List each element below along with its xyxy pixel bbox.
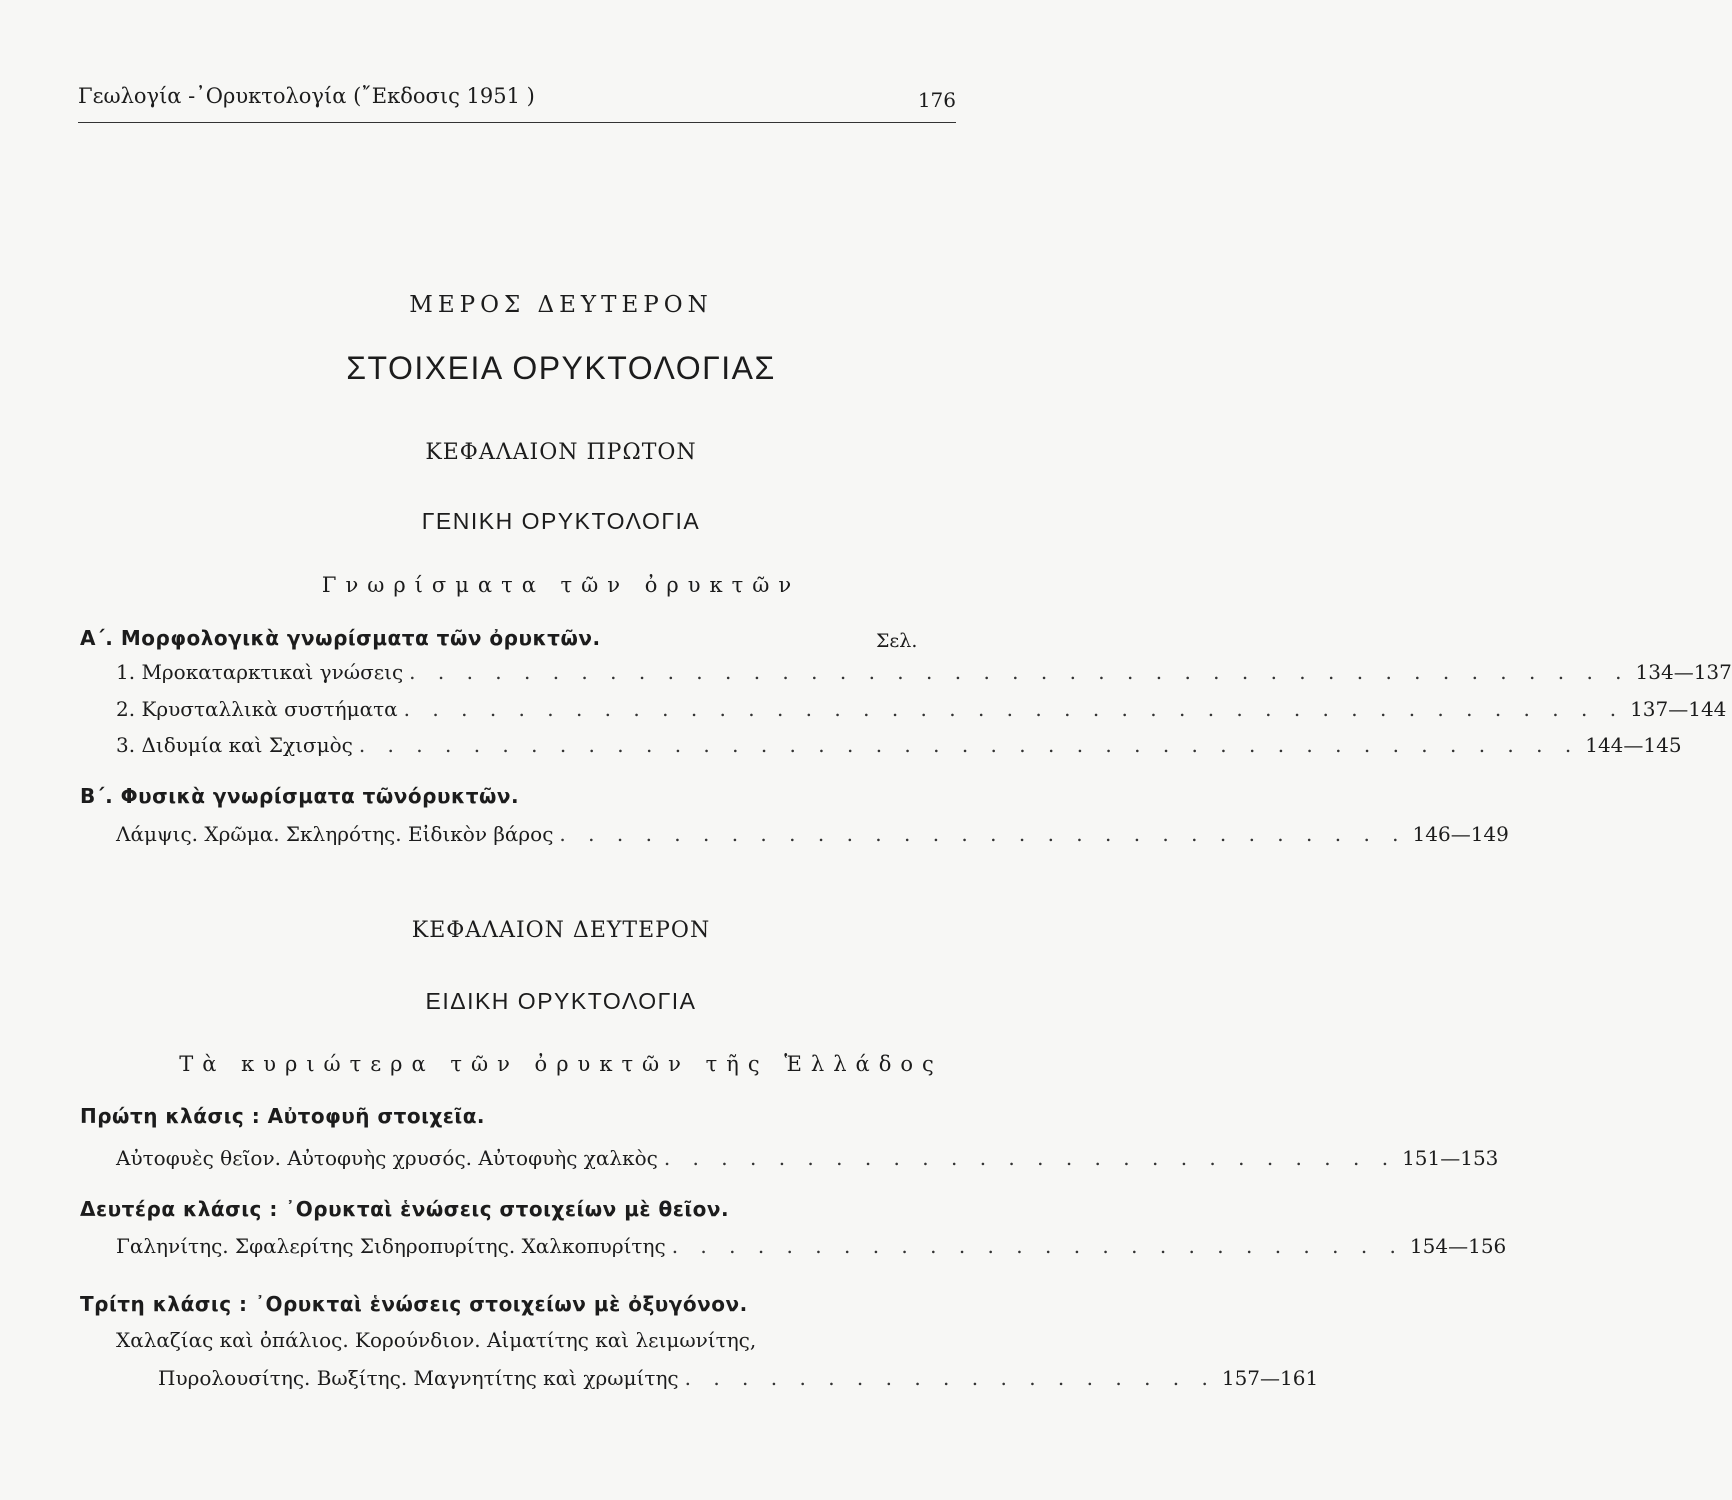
section-b-heading: Β΄. Φυσικὰ γνωρίσματα τῶνόρυκτῶν.	[80, 784, 520, 808]
toc-entry	[116, 1234, 1507, 1264]
leader-dots: . . . . . . . . . . . . . . . . . . . . . . . . . .	[671, 1234, 1404, 1258]
toc-entry-text: Πυρολουσίτης. Βωξίτης. Μαγνητίτης καὶ χρωμίτης	[158, 1366, 679, 1390]
leader-dots: . . . . . . . . . . . . . . . . . . . . . . . . . .	[663, 1146, 1397, 1170]
toc-entry	[116, 697, 1727, 727]
running-title: Γεωλογία -᾽Ορυκτολογία (῎Εκδοσις 1951 )	[78, 84, 535, 108]
toc-entry-text: Λάμψις. Χρῶμα. Σκληρότης. Εἰδικὸν βάρος	[116, 822, 554, 846]
toc-entry	[116, 1146, 1499, 1176]
leader-dots: . . . . . . . . . . . . . . . . . . . . . . . . . . . . . . . . . . . . . . . . . . .	[409, 660, 1630, 684]
toc-entry	[116, 733, 1682, 763]
toc-entry-text: 3. Διδυμία καὶ Σχισμὸς	[116, 733, 353, 757]
toc-entry-pages: 137—144	[1630, 697, 1727, 721]
part-title: ΜΕΡΟΣ ΔΕΥΤΕΡΟΝ	[409, 292, 713, 318]
toc-entry-pages: 134—137	[1635, 660, 1732, 684]
toc-entry-pages: 144—145	[1585, 733, 1682, 757]
header-rule	[78, 122, 956, 123]
leader-dots: . . . . . . . . . . . . . . . . . . . . . . . . . . . . . . . . . . . . . . . . . . .	[358, 733, 1580, 757]
toc-entry	[116, 822, 1509, 852]
class3-heading: Τρίτη κλάσις : ᾽Ορυκταὶ ἑνώσεις στοιχείων μὲ ὀξυγόνον.	[80, 1292, 748, 1316]
class3-text-line: Χαλαζίας καὶ ὀπάλιος. Κορούνδιον. Αἱματίτης καὶ λειμωνίτης,	[116, 1328, 757, 1352]
toc-entry-pages: 146—149	[1412, 822, 1509, 846]
page-column-label: Σελ.	[876, 630, 918, 652]
toc-entry-pages: 151—153	[1402, 1146, 1499, 1170]
toc-entry-pages: 157—161	[1221, 1366, 1319, 1390]
toc-entry-pages: 154—156	[1409, 1234, 1507, 1258]
page-number: 176	[917, 88, 956, 112]
class2-heading: Δευτέρα κλάσις : ᾽Ορυκταὶ ἑνώσεις στοιχείων μὲ θεῖον.	[80, 1197, 730, 1221]
class1-heading: Πρώτη κλάσις : Αὐτοφυῆ στοιχεῖα.	[80, 1104, 486, 1128]
toc-entry	[116, 660, 1732, 690]
book-title: ΣΤΟΙΧΕΙΑ ΟΡΥΚΤΟΛΟΓΙΑΣ	[346, 350, 776, 386]
section-a-heading: Α΄. Μορφολογικὰ γνωρίσματα τῶν ὀρυκτῶν.	[80, 626, 601, 650]
toc-entry-text: Γαληνίτης. Σφαλερίτης Σιδηροπυρίτης. Χαλκοπυρίτης	[116, 1234, 666, 1258]
toc-entry-text: 2. Κρυσταλλικὰ συστήματα	[116, 697, 398, 721]
leader-dots: . . . . . . . . . . . . . . . . . . . . . . . . . . . . . .	[559, 822, 1407, 846]
leader-dots: . . . . . . . . . . . . . . . . . . .	[684, 1366, 1216, 1390]
toc-entry-text: Αὐτοφυὲς θεῖον. Αὐτοφυὴς χρυσός. Αὐτοφυὴς χαλκὸς	[116, 1146, 658, 1170]
leader-dots: . . . . . . . . . . . . . . . . . . . . . . . . . . . . . . . . . . . . . . . . . . .	[403, 697, 1625, 721]
running-header	[78, 84, 956, 112]
chapter1-subtitle: Γνωρίσματα τῶν ὀρυκτῶν	[321, 573, 801, 597]
chapter1-heading: ΚΕΦΑΛΑΙΟΝ ΠΡΩΤΟΝ	[425, 440, 697, 465]
chapter2-heading: ΚΕΦΑΛΑΙΟΝ ΔΕΥΤΕΡΟΝ	[411, 918, 711, 943]
toc-entry	[158, 1366, 1319, 1396]
chapter2-subject: ΕΙΔΙΚΗ ΟΡΥΚΤΟΛΟΓΙΑ	[425, 988, 697, 1014]
chapter1-subject: ΓΕΝΙΚΗ ΟΡΥΚΤΟΛΟΓΙΑ	[421, 508, 701, 534]
toc-entry-text: 1. Μροκαταρκτικαὶ γνώσεις	[116, 660, 404, 684]
chapter2-subtitle: Τὰ κυριώτερα τῶν ὀρυκτῶν τῆς Ἑλλάδος	[179, 1052, 943, 1076]
